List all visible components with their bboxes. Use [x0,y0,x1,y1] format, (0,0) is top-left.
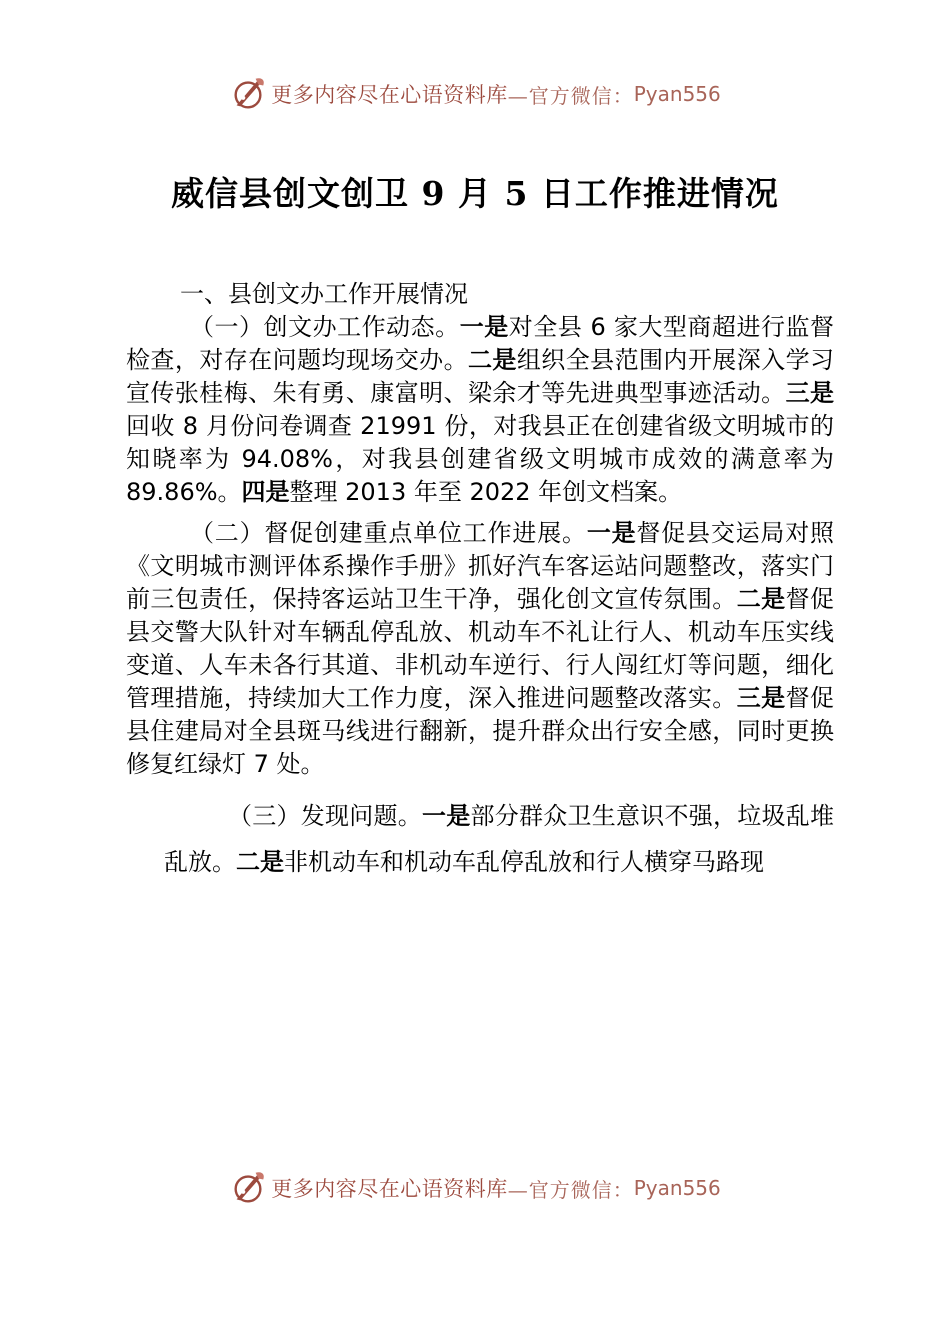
bold-marker: 三是 [736,684,786,712]
quill-logo-icon [229,75,267,113]
paragraph-text: 组织全县范围内开展深入学习宣传张桂梅、朱有勇、康富明、梁余才等先进典型事迹活动。 [126,346,835,407]
watermark-footer [0,1166,950,1210]
watermark-main-text: 更多内容尽在心语资料库 [271,1177,508,1201]
bold-marker: 一是 [586,519,637,547]
paragraph-work-dynamics [126,311,834,509]
watermark-header [0,72,950,116]
section-heading: 一、县创文办工作开展情况 [180,280,468,308]
bold-marker: 二是 [736,585,786,613]
bold-marker: 一是 [422,802,471,830]
paragraph-heading: （一）创文办工作动态。 [190,313,460,341]
watermark-wechat-id: Pyan556 [633,82,721,106]
paragraph-text: 回收 8 月份问卷调查 21991 份，对我县正在创建省级文明城市的知晓率为 94.08%，对我县创建省级文明城市成效的满意率为 89.86%。 [126,412,834,506]
paragraph-problems-found [126,793,834,885]
paragraph-text: 非机动车和机动车乱停乱放和行人横穿马路现 [284,848,764,876]
paragraph-text: 督促县交运局对照《文明城市测评体系操作手册》抓好汽车客运站问题整改，落实门前三包责任，保持客运站卫生干净，强化创文宣传氛围。 [126,519,835,613]
bold-marker: 三是 [785,379,835,407]
watermark-wechat-id: Pyan556 [633,1176,721,1200]
paragraph-text: 整理 2013 年至 2022 年创文档案。 [289,478,683,506]
bold-marker: 四是 [241,478,290,506]
bold-marker: 一是 [459,313,509,341]
document-body [126,278,834,885]
paragraph-text: 对全县 6 家大型商超进行监督检查，对存在问题均现场交办。 [126,313,835,374]
paragraph-text: 督促县交警大队针对车辆乱停乱放、机动车不礼让行人、机动车压实线变道、人车未各行其道、非机动车逆行、行人闯红灯等问题，细化管理措施，持续加大工作力度，深入推进问题整改落实。 [126,585,835,712]
paragraph-text: 督促县住建局对全县斑马线进行翻新，提升群众出行安全感，同时更换修复红绿灯 7 处。 [126,684,835,778]
watermark-sub-text: —官方微信： [507,1177,634,1202]
paragraph-heading: （二）督促创建重点单位工作进展。 [190,519,587,547]
bold-marker: 二是 [236,848,284,876]
bold-marker: 二是 [468,346,517,374]
document-title: 威信县创文创卫 9 月 5 日工作推进情况 [171,174,779,213]
watermark-main-text: 更多内容尽在心语资料库 [271,83,508,107]
quill-logo-icon [229,1169,267,1207]
paragraph-key-units [126,517,834,781]
watermark-sub-text: —官方微信： [507,83,634,108]
paragraph-text: 部分群众卫生意识不强，垃圾乱堆乱放。 [164,802,834,876]
paragraph-heading: （三）发现问题。 [228,802,422,830]
